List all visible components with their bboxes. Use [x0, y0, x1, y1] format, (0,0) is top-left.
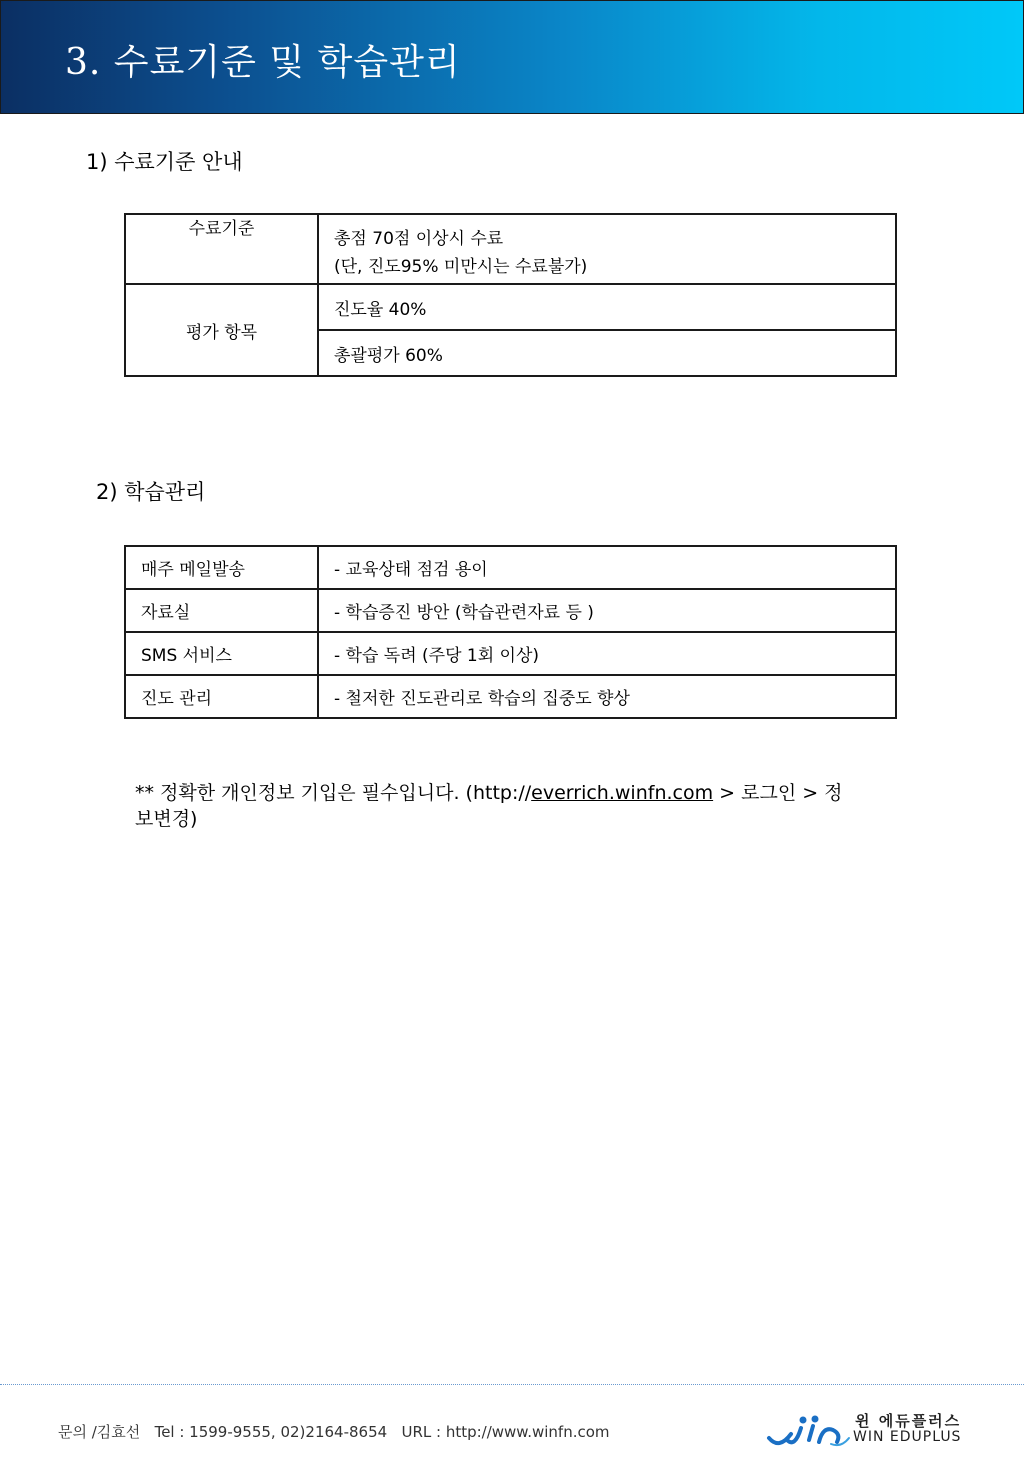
row-desc: - 철저한 진도관리로 학습의 집중도 향상 — [318, 675, 896, 718]
table-row — [125, 546, 896, 589]
footer-divider — [0, 1384, 1024, 1385]
section-title-completion: 1) 수료기준 안내 — [86, 150, 243, 174]
footer-contact: 문의 /김효선 Tel : 1599-9555, 02)2164-8654 URL : http://www.winfn.com — [58, 1423, 610, 1441]
note-suffix: > 로그인 > 정보변경) — [135, 782, 843, 830]
section-title-learning: 2) 학습관리 — [96, 480, 206, 504]
completion-criteria-table — [124, 213, 897, 377]
eval-label-cell — [125, 284, 318, 376]
row-label: 자료실 — [125, 589, 318, 632]
note-prefix: ** 정확한 개인정보 기입은 필수입니다. (http:// — [135, 782, 532, 804]
header-banner — [0, 0, 1024, 114]
table-row — [125, 675, 896, 718]
logo-text-en: WIN EDUPLUS — [853, 1429, 962, 1445]
row-label: 매주 메일발송 — [125, 546, 318, 589]
privacy-note — [135, 780, 855, 832]
logo-text-kr: 윈 에듀플러스 — [855, 1412, 962, 1430]
row-desc: - 학습증진 방안 (학습관련자료 등 ) — [318, 589, 896, 632]
page-title: 3. 수료기준 및 학습관리 — [65, 42, 461, 83]
table-row — [125, 632, 896, 675]
criteria-value-cell — [318, 214, 896, 284]
row-label: 진도 관리 — [125, 675, 318, 718]
eval-label: 평가 항목 — [185, 322, 258, 343]
criteria-label-cell — [125, 214, 318, 284]
learning-management-table — [124, 545, 897, 719]
eval-item-final-test: 총괄평가 60% — [318, 330, 896, 376]
row-label: SMS 서비스 — [125, 632, 318, 675]
site-link[interactable]: everrich.winfn.com — [531, 782, 714, 804]
win-eduplus-logo — [765, 1410, 975, 1450]
criteria-line-2: (단, 진도95% 미만시는 수료불가) — [334, 257, 588, 277]
criteria-label: 수료기준 — [188, 219, 255, 239]
logo-mark-icon — [765, 1410, 851, 1450]
table-row — [125, 589, 896, 632]
row-desc: - 학습 독려 (주당 1회 이상) — [318, 632, 896, 675]
eval-item-progress: 진도율 40% — [318, 284, 896, 330]
criteria-line-1: 총점 70점 이상시 수료 — [334, 229, 504, 249]
row-desc: - 교육상태 점검 용이 — [318, 546, 896, 589]
